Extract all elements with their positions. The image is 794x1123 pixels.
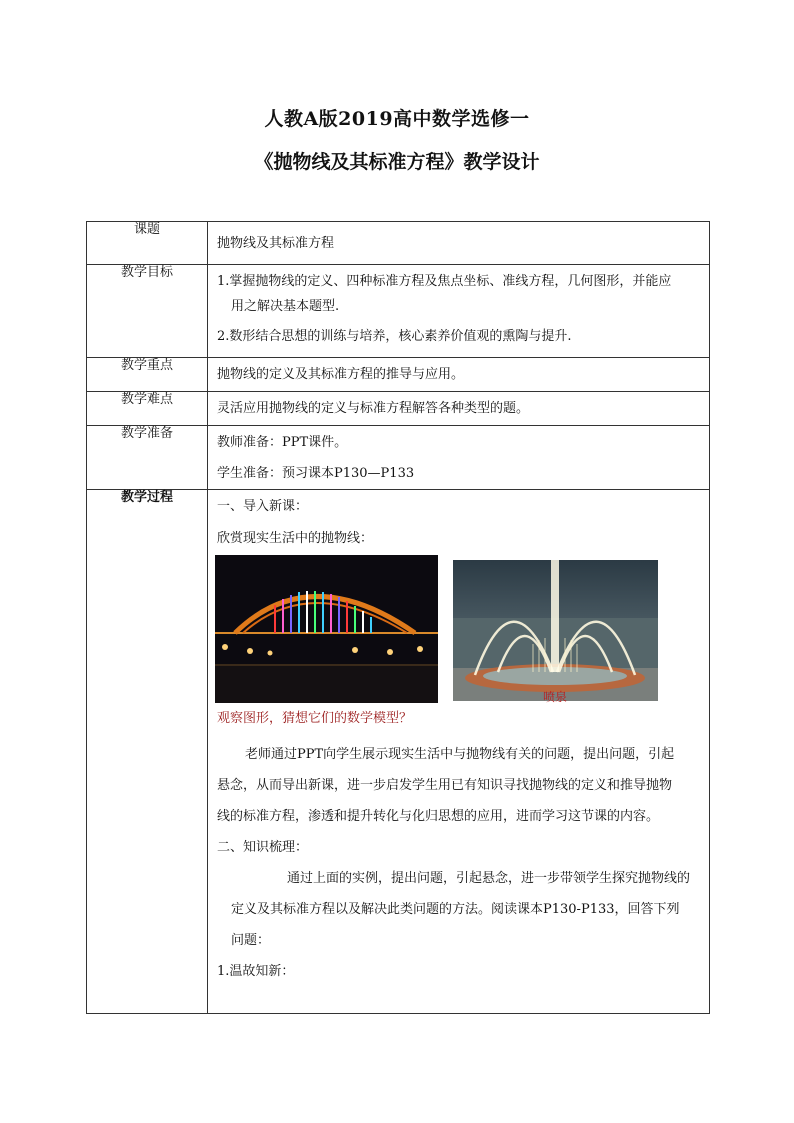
fountain-caption: 喷泉 (543, 690, 568, 704)
prep-teacher: 教师准备：PPT课件。 (217, 435, 348, 450)
para1-line3: 线的标准方程，渗透和提升转化与化归思想的应用，进而学习这节课的内容。 (217, 809, 660, 824)
section-intro-heading: 一、导入新课： (217, 499, 309, 514)
row-key (87, 358, 710, 392)
row-difficulty (87, 392, 710, 426)
row-goals (87, 265, 710, 358)
appreciate-text: 欣赏现实生活中的抛物线： (217, 531, 374, 546)
prep-student: 学生准备：预习课本P130—P133 (217, 466, 415, 481)
photo-row (217, 555, 701, 705)
question-text: 观察图形，猜想它们的数学模型？ (217, 711, 413, 726)
course-label: 课题 (87, 222, 208, 265)
document-subtitle: 《抛物线及其标准方程》教学设计 (254, 151, 540, 173)
para2-line2: 定义及其标准方程以及解决此类问题的方法。阅读课本P130-P133，回答下列 (231, 902, 680, 917)
difficulty-value: 灵活应用抛物线的定义与标准方程解答各种类型的题。 (208, 392, 710, 426)
para2-line3: 问题： (231, 933, 271, 948)
fountain-photo (453, 560, 658, 704)
section-knowledge-heading: 二、知识梳理： (217, 840, 309, 855)
bridge-night-photo (215, 555, 438, 703)
goals-label: 教学目标 (87, 265, 208, 358)
para2-line1: 通过上面的实例，提出问题，引起悬念，进一步带领学生探究抛物线的 (287, 871, 691, 886)
review-item: 1.温故知新： (217, 964, 295, 979)
goal-2: 2.数形结合思想的训练与培养，核心素养价值观的熏陶与提升. (217, 329, 572, 344)
key-value: 抛物线的定义及其标准方程的推导与应用。 (208, 358, 710, 392)
document-title: 人教A版2019高中数学选修一 (264, 108, 530, 130)
para1-line1: 老师通过PPT向学生展示现实生活中与抛物线有关的问题，提出问题，引起 (245, 747, 675, 762)
course-value: 抛物线及其标准方程 (208, 222, 710, 265)
lesson-plan-table (86, 221, 710, 1014)
row-prep (87, 426, 710, 490)
goal-1-line2: 用之解决基本题型. (231, 299, 340, 314)
goals-content (208, 265, 710, 358)
prep-content (208, 426, 710, 490)
row-course (87, 222, 710, 265)
row-process (87, 490, 710, 1014)
paragraph-1 (217, 739, 701, 987)
difficulty-label: 教学难点 (87, 392, 208, 426)
process-content (208, 490, 710, 1014)
goal-1-line1: 1.掌握抛物线的定义、四种标准方程及焦点坐标、准线方程，几何图形，并能应 (217, 274, 672, 289)
para1-line2: 悬念，从而导出新课，进一步启发学生用已有知识寻找抛物线的定义和推导抛物 (217, 778, 673, 793)
process-label: 教学过程 (87, 490, 208, 1014)
prep-label: 教学准备 (87, 426, 208, 490)
key-label: 教学重点 (87, 358, 208, 392)
